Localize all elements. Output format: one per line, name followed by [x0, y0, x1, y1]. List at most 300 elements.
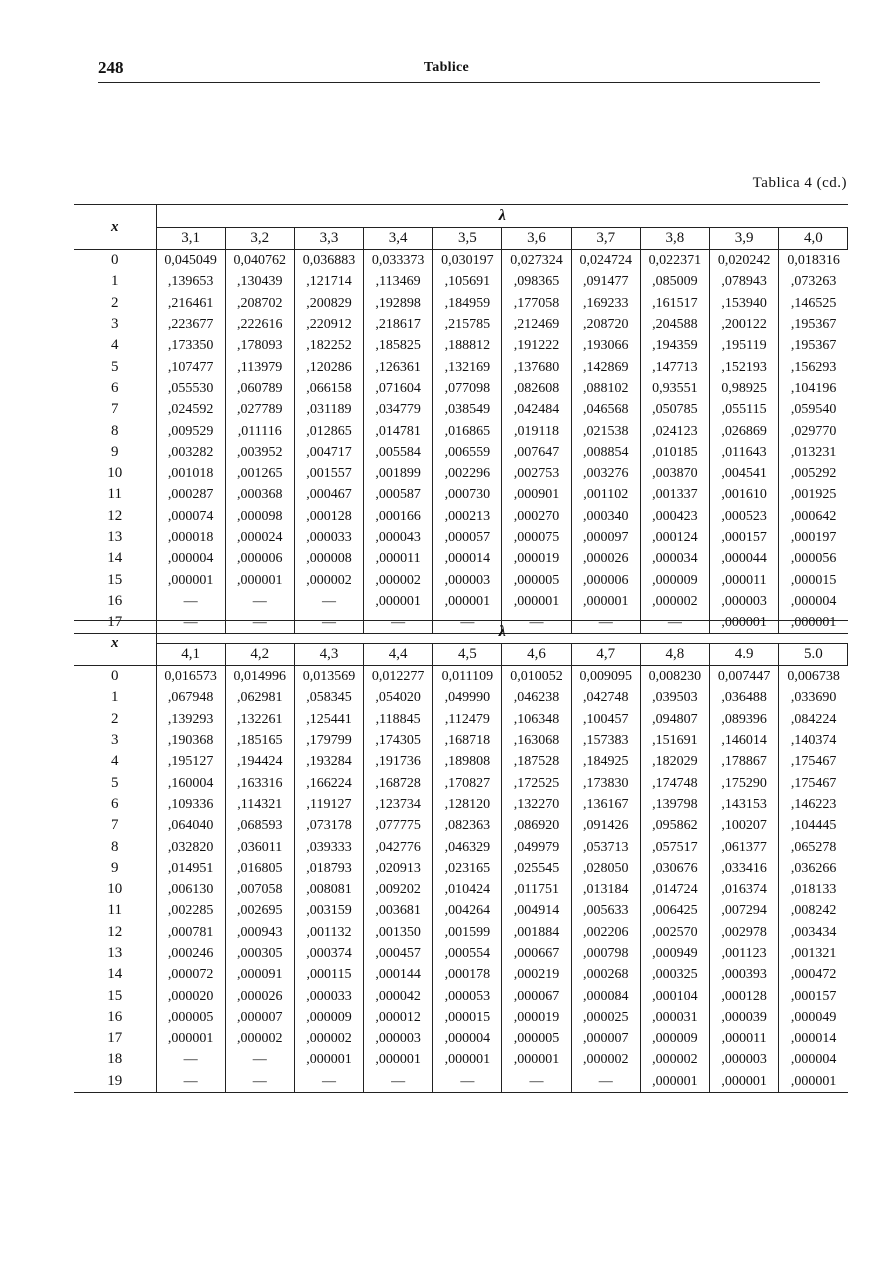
- probability-cell: ,000943: [225, 922, 294, 943]
- probability-cell: ,085009: [640, 271, 709, 292]
- lambda-value-header: 4,1: [156, 644, 225, 666]
- probability-cell: ,002753: [502, 463, 571, 484]
- probability-cell: ,157383: [571, 730, 640, 751]
- probability-cell: ,027789: [225, 399, 294, 420]
- probability-cell: ,073263: [779, 271, 848, 292]
- probability-cell: 0,036883: [294, 250, 363, 272]
- probability-cell: ,039333: [294, 836, 363, 857]
- probability-cell: ,086920: [502, 815, 571, 836]
- probability-cell: ,100207: [710, 815, 779, 836]
- probability-cell: ,068593: [225, 815, 294, 836]
- probability-cell: ,215785: [433, 314, 502, 335]
- probability-cell: ,000001: [710, 612, 779, 634]
- probability-cell: 0,007447: [710, 666, 779, 688]
- probability-cell: ,100457: [571, 709, 640, 730]
- probability-cell: ,059540: [779, 399, 848, 420]
- probability-cell: ,000043: [364, 527, 433, 548]
- probability-cell: —: [502, 612, 571, 634]
- probability-cell: —: [294, 612, 363, 634]
- table-row: [74, 943, 848, 964]
- probability-cell: ,028050: [571, 858, 640, 879]
- probability-cell: ,222616: [225, 314, 294, 335]
- probability-cell: ,023165: [433, 858, 502, 879]
- probability-cell: ,071604: [364, 378, 433, 399]
- probability-cell: ,184959: [433, 293, 502, 314]
- table-row: [74, 985, 848, 1006]
- lambda-value-header: 3,8: [640, 228, 709, 250]
- probability-cell: ,012865: [294, 420, 363, 441]
- probability-cell: ,091477: [571, 271, 640, 292]
- probability-cell: ,184925: [571, 751, 640, 772]
- probability-cell: —: [364, 1071, 433, 1093]
- table-row: [74, 1007, 848, 1028]
- x-value-cell: 2: [74, 709, 156, 730]
- probability-cell: ,025545: [502, 858, 571, 879]
- probability-cell: ,000393: [710, 964, 779, 985]
- probability-cell: ,195119: [710, 335, 779, 356]
- probability-cell: ,168728: [364, 772, 433, 793]
- probability-cell: 0,045049: [156, 250, 225, 272]
- probability-cell: ,001018: [156, 463, 225, 484]
- probability-cell: ,006559: [433, 442, 502, 463]
- probability-cell: ,024123: [640, 420, 709, 441]
- probability-cell: ,002978: [710, 922, 779, 943]
- probability-cell: 0,040762: [225, 250, 294, 272]
- lambda-value-header: 4.9: [710, 644, 779, 666]
- table-row: [74, 666, 848, 688]
- x-value-cell: 2: [74, 293, 156, 314]
- probability-cell: ,000002: [294, 569, 363, 590]
- probability-cell: ,001337: [640, 484, 709, 505]
- probability-cell: ,000128: [294, 506, 363, 527]
- probability-cell: ,000005: [502, 569, 571, 590]
- probability-cell: ,001132: [294, 922, 363, 943]
- probability-cell: ,220912: [294, 314, 363, 335]
- probability-cell: ,175290: [710, 772, 779, 793]
- probability-cell: ,077775: [364, 815, 433, 836]
- probability-cell: ,161517: [640, 293, 709, 314]
- probability-cell: ,000042: [364, 985, 433, 1006]
- probability-cell: ,060789: [225, 378, 294, 399]
- probability-cell: ,003952: [225, 442, 294, 463]
- probability-cell: ,000246: [156, 943, 225, 964]
- lambda-header: λ: [156, 205, 848, 228]
- probability-cell: ,008854: [571, 442, 640, 463]
- probability-cell: ,014951: [156, 858, 225, 879]
- probability-cell: ,000008: [294, 548, 363, 569]
- probability-cell: ,204588: [640, 314, 709, 335]
- probability-cell: ,089396: [710, 709, 779, 730]
- probability-cell: ,163068: [502, 730, 571, 751]
- probability-cell: ,000009: [640, 569, 709, 590]
- probability-cell: ,003681: [364, 900, 433, 921]
- lambda-value-header: 4,8: [640, 644, 709, 666]
- probability-cell: ,091426: [571, 815, 640, 836]
- lambda-value-header: 5.0: [779, 644, 848, 666]
- probability-cell: ,146014: [710, 730, 779, 751]
- table-row: [74, 442, 848, 463]
- probability-cell: ,143153: [710, 794, 779, 815]
- x-value-cell: 9: [74, 442, 156, 463]
- probability-cell: 0,006738: [779, 666, 848, 688]
- lambda-value-header: 3,7: [571, 228, 640, 250]
- probability-cell: ,200122: [710, 314, 779, 335]
- probability-cell: ,004717: [294, 442, 363, 463]
- probability-cell: ,000157: [779, 985, 848, 1006]
- probability-cell: ,223677: [156, 314, 225, 335]
- probability-cell: ,053713: [571, 836, 640, 857]
- table-row: [74, 484, 848, 505]
- poisson-table-upper: [74, 204, 848, 634]
- table-row: [74, 548, 848, 569]
- table-row: [74, 1071, 848, 1093]
- probability-cell: ,000219: [502, 964, 571, 985]
- table-row: [74, 356, 848, 377]
- probability-cell: ,024592: [156, 399, 225, 420]
- probability-cell: 0,010052: [502, 666, 571, 688]
- x-value-cell: 0: [74, 666, 156, 688]
- table-row: [74, 527, 848, 548]
- probability-cell: ,000001: [779, 1071, 848, 1093]
- table-row: [74, 772, 848, 793]
- probability-cell: ,005633: [571, 900, 640, 921]
- probability-cell: ,000074: [156, 506, 225, 527]
- probability-cell: ,136167: [571, 794, 640, 815]
- lambda-value-header: 3,1: [156, 228, 225, 250]
- page-number: 248: [98, 58, 124, 77]
- probability-cell: ,055115: [710, 399, 779, 420]
- probability-cell: ,000014: [779, 1028, 848, 1049]
- probability-cell: ,193066: [571, 335, 640, 356]
- probability-cell: ,107477: [156, 356, 225, 377]
- probability-cell: ,000213: [433, 506, 502, 527]
- probability-cell: ,168718: [433, 730, 502, 751]
- probability-cell: ,000007: [225, 1007, 294, 1028]
- probability-cell: ,000197: [779, 527, 848, 548]
- probability-cell: ,000124: [640, 527, 709, 548]
- x-value-cell: 14: [74, 548, 156, 569]
- probability-cell: ,194359: [640, 335, 709, 356]
- probability-cell: ,126361: [364, 356, 433, 377]
- probability-cell: ,082363: [433, 815, 502, 836]
- probability-cell: ,002206: [571, 922, 640, 943]
- probability-cell: ,003276: [571, 463, 640, 484]
- probability-cell: 0,93551: [640, 378, 709, 399]
- probability-cell: ,034779: [364, 399, 433, 420]
- probability-cell: ,000056: [779, 548, 848, 569]
- probability-cell: ,182252: [294, 335, 363, 356]
- probability-cell: —: [571, 612, 640, 634]
- probability-cell: ,000025: [571, 1007, 640, 1028]
- probability-cell: ,016374: [710, 879, 779, 900]
- probability-cell: ,000467: [294, 484, 363, 505]
- table-caption: Tablica 4 (cd.): [752, 175, 847, 191]
- probability-cell: 0,012277: [364, 666, 433, 688]
- probability-cell: ,000075: [502, 527, 571, 548]
- probability-cell: ,002570: [640, 922, 709, 943]
- probability-cell: ,000781: [156, 922, 225, 943]
- probability-cell: ,011643: [710, 442, 779, 463]
- probability-cell: ,008081: [294, 879, 363, 900]
- probability-cell: 0,014996: [225, 666, 294, 688]
- probability-cell: ,064040: [156, 815, 225, 836]
- probability-cell: ,000270: [502, 506, 571, 527]
- x-value-cell: 6: [74, 794, 156, 815]
- table-row: [74, 1049, 848, 1070]
- probability-cell: ,001265: [225, 463, 294, 484]
- table-row: [74, 378, 848, 399]
- probability-cell: ,004264: [433, 900, 502, 921]
- table-row: [74, 399, 848, 420]
- probability-cell: ,190368: [156, 730, 225, 751]
- probability-cell: ,005292: [779, 463, 848, 484]
- probability-cell: ,179799: [294, 730, 363, 751]
- probability-cell: ,000457: [364, 943, 433, 964]
- probability-cell: ,004914: [502, 900, 571, 921]
- probability-cell: ,132169: [433, 356, 502, 377]
- x-value-cell: 6: [74, 378, 156, 399]
- x-value-cell: 5: [74, 772, 156, 793]
- lambda-value-header: 4,4: [364, 644, 433, 666]
- x-value-cell: 10: [74, 879, 156, 900]
- probability-cell: ,000072: [156, 964, 225, 985]
- probability-cell: ,000015: [779, 569, 848, 590]
- probability-cell: ,055530: [156, 378, 225, 399]
- probability-cell: ,073178: [294, 815, 363, 836]
- probability-cell: ,002285: [156, 900, 225, 921]
- x-value-cell: 12: [74, 506, 156, 527]
- probability-cell: ,000004: [433, 1028, 502, 1049]
- x-value-cell: 19: [74, 1071, 156, 1093]
- probability-cell: ,175467: [779, 772, 848, 793]
- probability-cell: ,050785: [640, 399, 709, 420]
- table-row: [74, 1028, 848, 1049]
- probability-cell: ,000026: [571, 548, 640, 569]
- header-rule: [98, 82, 820, 83]
- probability-cell: ,000004: [779, 1049, 848, 1070]
- table-row: [74, 730, 848, 751]
- probability-cell: ,001557: [294, 463, 363, 484]
- probability-cell: 0,024724: [571, 250, 640, 272]
- probability-cell: ,000001: [433, 1049, 502, 1070]
- probability-cell: ,000044: [710, 548, 779, 569]
- probability-cell: 0,033373: [364, 250, 433, 272]
- probability-cell: ,001899: [364, 463, 433, 484]
- x-value-cell: 12: [74, 922, 156, 943]
- probability-cell: ,000003: [364, 1028, 433, 1049]
- probability-cell: ,014724: [640, 879, 709, 900]
- probability-cell: ,049990: [433, 687, 502, 708]
- probability-cell: 0,98925: [710, 378, 779, 399]
- probability-cell: 0,027324: [502, 250, 571, 272]
- probability-cell: ,000011: [710, 569, 779, 590]
- probability-cell: ,182029: [640, 751, 709, 772]
- probability-cell: ,151691: [640, 730, 709, 751]
- probability-cell: ,010185: [640, 442, 709, 463]
- probability-cell: ,000019: [502, 548, 571, 569]
- probability-cell: ,003870: [640, 463, 709, 484]
- table-row: [74, 836, 848, 857]
- x-value-cell: 11: [74, 900, 156, 921]
- probability-cell: ,002695: [225, 900, 294, 921]
- probability-cell: ,170827: [433, 772, 502, 793]
- probability-cell: ,014781: [364, 420, 433, 441]
- probability-cell: —: [571, 1071, 640, 1093]
- lambda-value-header: 3,4: [364, 228, 433, 250]
- probability-cell: ,208720: [571, 314, 640, 335]
- lambda-value-header: 3,3: [294, 228, 363, 250]
- probability-cell: ,000006: [571, 569, 640, 590]
- probability-cell: ,000001: [294, 1049, 363, 1070]
- probability-cell: ,000268: [571, 964, 640, 985]
- probability-cell: ,109336: [156, 794, 225, 815]
- probability-cell: ,054020: [364, 687, 433, 708]
- probability-cell: ,000014: [433, 548, 502, 569]
- poisson-table-lower: [74, 620, 848, 1093]
- probability-cell: ,029770: [779, 420, 848, 441]
- probability-cell: ,000005: [502, 1028, 571, 1049]
- x-value-cell: 13: [74, 527, 156, 548]
- probability-cell: ,000003: [433, 569, 502, 590]
- probability-cell: ,042484: [502, 399, 571, 420]
- probability-cell: ,000001: [156, 1028, 225, 1049]
- table-row: [74, 687, 848, 708]
- probability-cell: ,114321: [225, 794, 294, 815]
- probability-cell: ,178093: [225, 335, 294, 356]
- probability-cell: ,139653: [156, 271, 225, 292]
- probability-cell: ,000067: [502, 985, 571, 1006]
- probability-cell: ,000002: [640, 591, 709, 612]
- probability-cell: —: [225, 1071, 294, 1093]
- probability-cell: ,000157: [710, 527, 779, 548]
- table-row: [74, 964, 848, 985]
- probability-cell: ,105691: [433, 271, 502, 292]
- probability-cell: ,000098: [225, 506, 294, 527]
- probability-cell: ,046568: [571, 399, 640, 420]
- probability-cell: ,000039: [710, 1007, 779, 1028]
- probability-cell: ,094807: [640, 709, 709, 730]
- probability-cell: ,000026: [225, 985, 294, 1006]
- probability-cell: ,000012: [364, 1007, 433, 1028]
- x-value-cell: 4: [74, 335, 156, 356]
- probability-cell: ,001599: [433, 922, 502, 943]
- table-row: [74, 879, 848, 900]
- lambda-values-row: [74, 644, 848, 666]
- table-row: [74, 858, 848, 879]
- probability-cell: ,177058: [502, 293, 571, 314]
- probability-cell: ,000287: [156, 484, 225, 505]
- probability-cell: ,118845: [364, 709, 433, 730]
- probability-cell: ,140374: [779, 730, 848, 751]
- probability-cell: ,000006: [225, 548, 294, 569]
- probability-cell: ,000033: [294, 985, 363, 1006]
- probability-cell: —: [225, 591, 294, 612]
- probability-cell: ,000001: [779, 612, 848, 634]
- probability-cell: ,104445: [779, 815, 848, 836]
- probability-cell: ,066158: [294, 378, 363, 399]
- probability-cell: ,000523: [710, 506, 779, 527]
- probability-cell: ,031189: [294, 399, 363, 420]
- probability-cell: ,036011: [225, 836, 294, 857]
- table-row: [74, 506, 848, 527]
- x-value-cell: 7: [74, 815, 156, 836]
- probability-cell: ,152193: [710, 356, 779, 377]
- probability-cell: —: [156, 1071, 225, 1093]
- probability-cell: ,163316: [225, 772, 294, 793]
- probability-cell: ,000001: [156, 569, 225, 590]
- probability-cell: ,000104: [640, 985, 709, 1006]
- probability-cell: ,000587: [364, 484, 433, 505]
- probability-cell: ,042776: [364, 836, 433, 857]
- probability-cell: ,021538: [571, 420, 640, 441]
- probability-cell: ,193284: [294, 751, 363, 772]
- probability-cell: ,036488: [710, 687, 779, 708]
- probability-cell: —: [433, 612, 502, 634]
- probability-cell: ,104196: [779, 378, 848, 399]
- probability-cell: ,146525: [779, 293, 848, 314]
- probability-cell: ,000009: [294, 1007, 363, 1028]
- probability-cell: ,187528: [502, 751, 571, 772]
- probability-cell: ,003159: [294, 900, 363, 921]
- probability-cell: —: [433, 1071, 502, 1093]
- probability-cell: ,139293: [156, 709, 225, 730]
- probability-cell: ,026869: [710, 420, 779, 441]
- probability-cell: ,046329: [433, 836, 502, 857]
- lambda-value-header: 4,0: [779, 228, 848, 250]
- probability-cell: ,195127: [156, 751, 225, 772]
- x-value-cell: 1: [74, 687, 156, 708]
- table-row: [74, 709, 848, 730]
- probability-cell: ,061377: [710, 836, 779, 857]
- lambda-value-header: 4,3: [294, 644, 363, 666]
- probability-cell: ,067948: [156, 687, 225, 708]
- probability-cell: ,146223: [779, 794, 848, 815]
- x-value-cell: 1: [74, 271, 156, 292]
- probability-cell: ,000554: [433, 943, 502, 964]
- x-value-cell: 10: [74, 463, 156, 484]
- probability-cell: ,000002: [571, 1049, 640, 1070]
- table-row: [74, 293, 848, 314]
- probability-cell: ,018133: [779, 879, 848, 900]
- probability-cell: ,008242: [779, 900, 848, 921]
- probability-cell: ,039503: [640, 687, 709, 708]
- probability-cell: ,000001: [640, 1071, 709, 1093]
- probability-cell: ,000472: [779, 964, 848, 985]
- probability-cell: ,172525: [502, 772, 571, 793]
- lambda-value-header: 4,5: [433, 644, 502, 666]
- probability-cell: ,153940: [710, 293, 779, 314]
- probability-cell: ,125441: [294, 709, 363, 730]
- probability-cell: ,000002: [294, 1028, 363, 1049]
- probability-cell: ,166224: [294, 772, 363, 793]
- lambda-header-row: [74, 621, 848, 644]
- probability-cell: ,185165: [225, 730, 294, 751]
- table-row: [74, 250, 848, 272]
- probability-cell: ,128120: [433, 794, 502, 815]
- probability-cell: ,006130: [156, 879, 225, 900]
- probability-cell: ,113469: [364, 271, 433, 292]
- x-value-cell: 0: [74, 250, 156, 272]
- probability-cell: ,036266: [779, 858, 848, 879]
- x-value-cell: 5: [74, 356, 156, 377]
- x-value-cell: 18: [74, 1049, 156, 1070]
- probability-cell: ,000115: [294, 964, 363, 985]
- probability-cell: ,137680: [502, 356, 571, 377]
- probability-cell: ,000001: [502, 591, 571, 612]
- probability-cell: ,173350: [156, 335, 225, 356]
- table-row: [74, 420, 848, 441]
- probability-cell: ,058345: [294, 687, 363, 708]
